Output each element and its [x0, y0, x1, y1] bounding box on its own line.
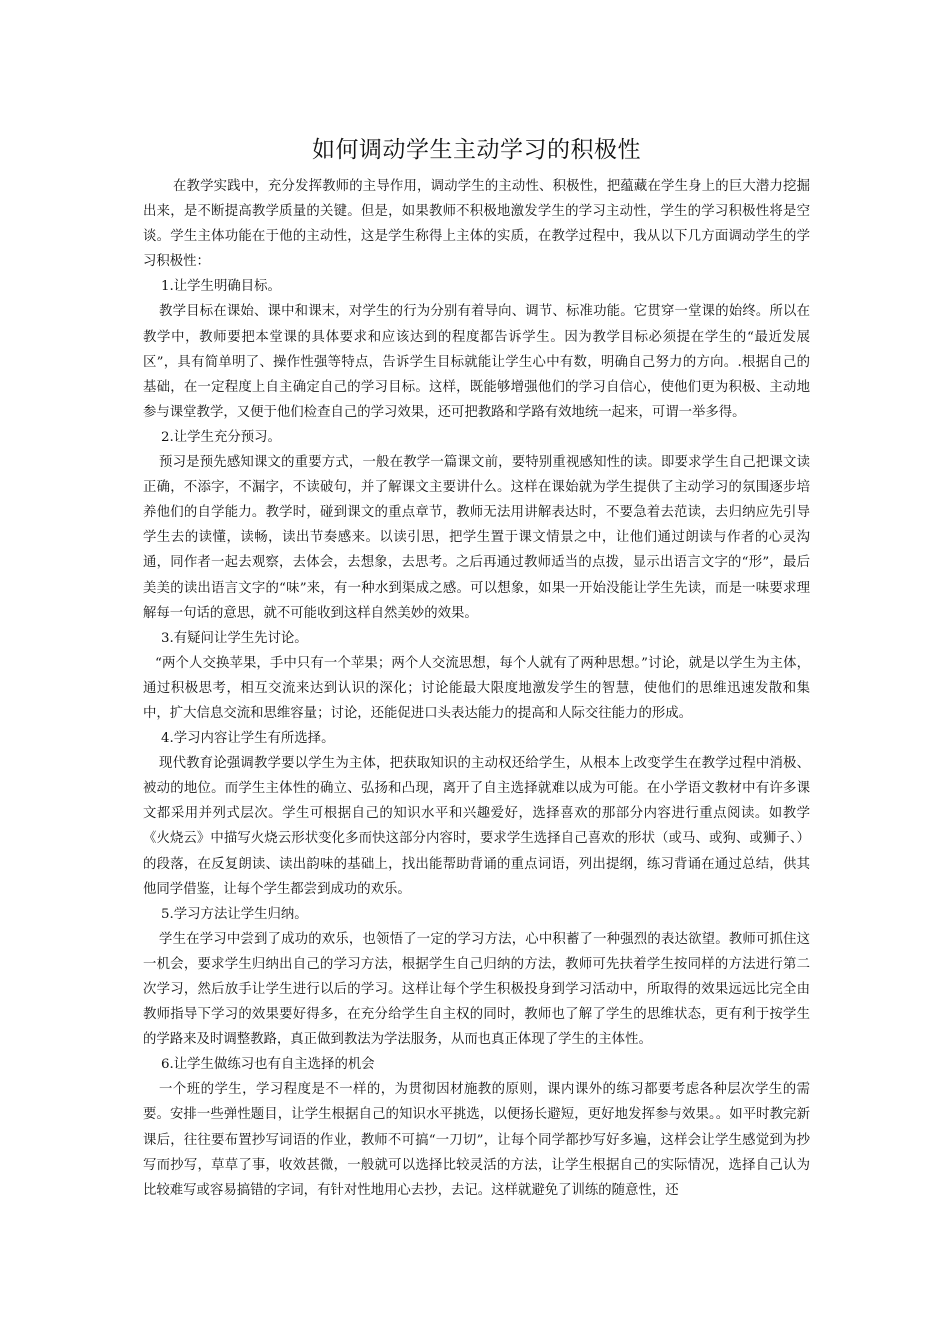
section-5-heading: 5.学习方法让学生归纳。 [161, 906, 308, 922]
section-4-heading: 4.学习内容让学生有所选择。 [161, 731, 335, 747]
section-1-heading: 1.让学生明确目标。 [161, 279, 281, 295]
section-1-body: 教学目标在课始、课中和课末，对学生的行为分别有着导向、调节、标准功能。它贯穿一堂课的始终。所以在教学中，教师要把本堂课的具体要求和应该达到的程度都告诉学生。因为教学目标必须提在学生的“最近发展区”，具有简单明了、操作性强等特点，告诉学生目标就能让学生心中有数，明确自己努力的方向。.根据自己的基础，在一定程度上自主确定自己的学习目标。这样，既能够增强他们的学习自信心，使他们更为积极、主动地参与课堂教学，又便于他们检查自己的学习效果，还可把教路和学路有效地统一起来，可谓一举多得。 [143, 304, 810, 420]
section-2-body: 预习是预先感知课文的重要方式，一般在教学一篇课文前，要特别重视感知性的读。即要求学生自己把课文读正确，不添字，不漏字，不读破句，并了解课文主要讲什么。这样在课始就为学生提供了主动学习的氛围逐步培养他们的自学能力。教学时，碰到课文的重点章节，教师无法用讲解表达时，不要急着去范读，去归纳应先引导学生去的读懂，读畅，读出节奏感来。以读引思，把学生置于课文情景之中，让他们通过朗读与作者的心灵沟通，同作者一起去观察，去体会，去想象，去思考。之后再通过教师适当的点拨，显示出语言文字的“形”，最后美美的读出语言文字的“味”来，有一种水到渠成之感。可以想象，如果一开始没能让学生先读，而是一味要求理解每一句话的意思，就不可能收到这样自然美妙的效果。 [143, 455, 810, 621]
section-4-body: 现代教育论强调教学要以学生为主体，把获取知识的主动权还给学生，从根本上改变学生在教学过程中消极、被动的地位。而学生主体性的确立、弘扬和凸现，离开了自主选择就难以成为可能。在小学语文教材中有许多课文都采用并列式层次。学生可根据自己的知识水平和兴趣爱好，选择喜欢的那部分内容进行重点阅读。如教学《火烧云》中描写火烧云形状变化多而快这部分内容时，要求学生选择自己喜欢的形状（或马、或狗、或狮子、）的段落，在反复朗读、读出韵味的基础上，找出能帮助背诵的重点词语，列出提纲，练习背诵在通过总结，供其他同学借鉴，让每个学生都尝到成功的欢乐。 [143, 756, 810, 897]
intro-paragraph: 在教学实践中，充分发挥教师的主导作用，调动学生的主动性、积极性，把蕴藏在学生身上的巨大潜力挖掘出来，是不断提高教学质量的关键。但是，如果教师不积极地激发学生的学习主动性，学生的学习积极性将是空谈。学生主体功能在于他的主动性，这是学生称得上主体的实质，在教学过程中，我从以下几方面调动学生的学习积极性： [143, 179, 810, 270]
document-title: 如何调动学生主动学习的积极性 [312, 137, 641, 163]
section-3-body: “两个人交换苹果，手中只有一个苹果；两个人交流思想，每个人就有了两种思想。”讨论，就是以学生为主体，通过积极思考，相互交流来达到认识的深化；讨论能最大限度地激发学生的智慧，使他们的思维迅速发散和集中，扩大信息交流和思维容量；讨论，还能促进口头表达能力的提高和人际交往能力的形成。 [143, 655, 810, 721]
section-2-heading: 2.让学生充分预习。 [161, 429, 281, 445]
section-6-heading: 6.让学生做练习也有自主选择的机会 [161, 1057, 375, 1073]
section-3-heading: 3.有疑问让学生先讨论。 [161, 630, 308, 646]
section-6-body: 一个班的学生，学习程度是不一样的，为贯彻因材施教的原则，课内课外的练习都要考虑各种层次学生的需要。安排一些弹性题目，让学生根据自己的知识水平挑选，以便扬长避短，更好地发挥参与效果。。如平时教完新课后，往往要布置抄写词语的作业，教师不可搞“一刀切”，让每个同学都抄写好多遍，这样会让学生感觉到为抄写而抄写，草草了事，收效甚微，一般就可以选择比较灵活的方法，让学生根据自己的实际情况，选择自己认为比较难写或容易搞错的字词，有针对性地用心去抄，去记。这样就避免了训练的随意性，还 [143, 1082, 810, 1198]
section-5-body: 学生在学习中尝到了成功的欢乐，也领悟了一定的学习方法，心中积蓄了一种强烈的表达欲望。教师可抓住这一机会，要求学生归纳出自己的学习方法，根据学生自己归纳的方法，教师可先扶着学生按同样的方法进行第二次学习，然后放手让学生进行以后的学习。这样让每个学生积极投身到学习活动中，所取得的效果远远比完全由教师指导下学习的效果要好得多，在充分给学生自主权的同时，教师也了解了学生的思维状态，更有利于按学生的学路来及时调整教路，真正做到教法为学法服务，从而也真正体现了学生的主体性。 [143, 931, 810, 1048]
document-page [143, 130, 810, 1203]
